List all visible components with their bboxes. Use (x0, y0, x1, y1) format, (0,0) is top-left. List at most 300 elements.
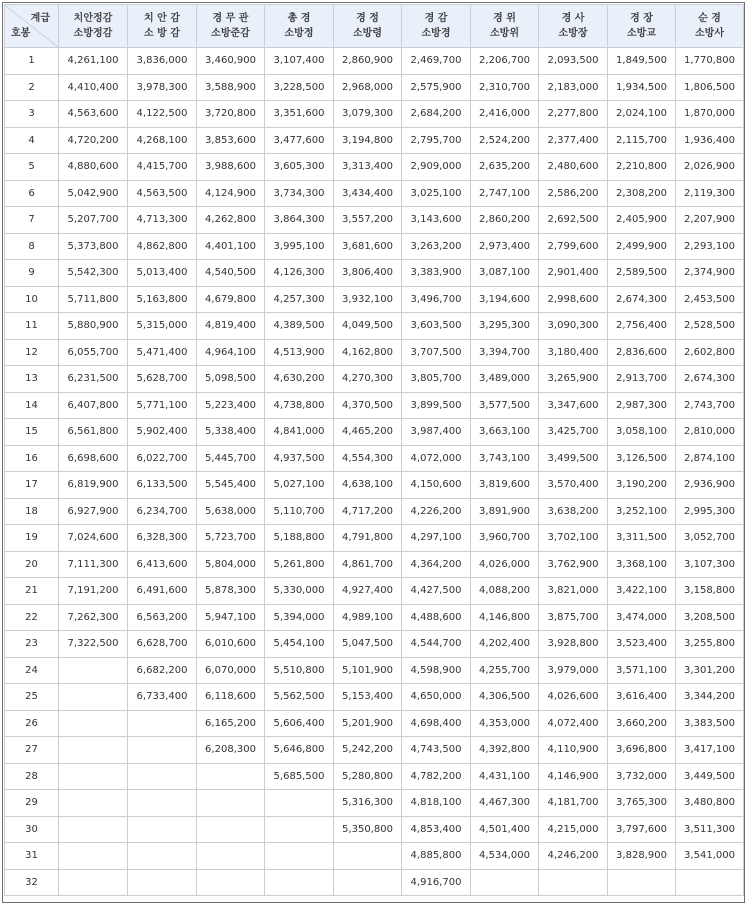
salary-cell: 5,804,000 (197, 551, 265, 578)
salary-cell: 5,562,500 (265, 684, 334, 711)
salary-cell: 4,246,200 (539, 843, 608, 870)
salary-cell: 3,480,800 (676, 790, 744, 817)
salary-cell: 2,674,300 (676, 366, 744, 393)
salary-cell: 3,311,500 (608, 525, 676, 552)
salary-cell: 3,828,900 (608, 843, 676, 870)
salary-cell: 3,107,300 (676, 551, 744, 578)
salary-cell: 4,989,100 (334, 604, 402, 631)
salary-cell: 5,013,400 (128, 260, 197, 287)
salary-cell: 3,899,500 (402, 392, 471, 419)
salary-cell: 4,364,200 (402, 551, 471, 578)
salary-cell: 4,598,900 (402, 657, 471, 684)
salary-cell: 4,916,700 (402, 869, 471, 896)
salary-cell: 3,313,400 (334, 154, 402, 181)
salary-cell: 4,534,000 (471, 843, 539, 870)
salary-cell: 4,465,200 (334, 419, 402, 446)
salary-cell: 4,679,800 (197, 286, 265, 313)
salary-cell: 2,499,900 (608, 233, 676, 260)
salary-cell: 4,049,500 (334, 313, 402, 340)
salary-cell: 3,265,900 (539, 366, 608, 393)
salary-cell: 2,692,500 (539, 207, 608, 234)
salary-cell: 6,133,500 (128, 472, 197, 499)
salary-cell: 2,293,100 (676, 233, 744, 260)
salary-cell: 3,383,900 (402, 260, 471, 287)
salary-cell: 5,771,100 (128, 392, 197, 419)
salary-cell: 5,330,000 (265, 578, 334, 605)
salary-cell: 4,964,100 (197, 339, 265, 366)
salary-cell: 3,368,100 (608, 551, 676, 578)
salary-cell: 2,589,500 (608, 260, 676, 287)
salary-cell: 4,650,000 (402, 684, 471, 711)
salary-cell (471, 869, 539, 896)
salary-cell: 1,870,000 (676, 101, 744, 128)
salary-cell: 4,513,900 (265, 339, 334, 366)
salary-cell: 3,449,500 (676, 763, 744, 790)
step-number-cell: 9 (5, 260, 59, 287)
salary-cell: 3,301,200 (676, 657, 744, 684)
salary-cell: 7,191,200 (59, 578, 128, 605)
salary-cell: 2,674,300 (608, 286, 676, 313)
salary-cell: 1,770,800 (676, 48, 744, 75)
column-header (197, 5, 265, 48)
salary-cell: 5,315,000 (128, 313, 197, 340)
salary-cell: 2,207,900 (676, 207, 744, 234)
salary-cell: 3,107,400 (265, 48, 334, 75)
salary-cell: 3,853,600 (197, 127, 265, 154)
salary-cell (334, 843, 402, 870)
salary-cell: 3,511,300 (676, 816, 744, 843)
salary-cell: 4,401,100 (197, 233, 265, 260)
salary-cell: 2,860,900 (334, 48, 402, 75)
salary-cell (265, 816, 334, 843)
step-number-cell: 25 (5, 684, 59, 711)
salary-cell: 4,392,800 (471, 737, 539, 764)
table-row (5, 313, 744, 340)
salary-cell: 3,351,600 (265, 101, 334, 128)
salary-cell: 5,242,200 (334, 737, 402, 764)
column-header-rank: 순 경 (698, 13, 721, 24)
salary-cell: 4,262,800 (197, 207, 265, 234)
salary-cell: 4,698,400 (402, 710, 471, 737)
salary-cell (59, 657, 128, 684)
column-header-fire-rank: 소방위 (490, 28, 519, 39)
salary-cell: 4,410,400 (59, 74, 128, 101)
table-row (5, 551, 744, 578)
step-number-cell: 14 (5, 392, 59, 419)
step-number-cell: 10 (5, 286, 59, 313)
salary-cell (59, 763, 128, 790)
corner-cell (5, 5, 59, 48)
table-row (5, 419, 744, 446)
salary-cell: 4,255,700 (471, 657, 539, 684)
salary-cell: 4,720,200 (59, 127, 128, 154)
column-header-rank: 총 경 (287, 13, 311, 24)
salary-cell: 3,194,800 (334, 127, 402, 154)
table-header (5, 5, 744, 48)
salary-cell: 2,810,000 (676, 419, 744, 446)
salary-cell: 3,143,600 (402, 207, 471, 234)
salary-cell: 2,575,900 (402, 74, 471, 101)
step-number-cell: 12 (5, 339, 59, 366)
salary-cell: 5,510,800 (265, 657, 334, 684)
column-header-fire-rank: 소 방 감 (144, 28, 180, 39)
salary-cell: 2,405,900 (608, 207, 676, 234)
table-row (5, 366, 744, 393)
salary-cell (265, 869, 334, 896)
salary-cell (59, 869, 128, 896)
table-row (5, 631, 744, 658)
salary-cell: 3,541,000 (676, 843, 744, 870)
salary-cell: 4,501,400 (471, 816, 539, 843)
salary-cell: 3,734,300 (265, 180, 334, 207)
salary-cell: 6,927,900 (59, 498, 128, 525)
salary-cell: 2,936,900 (676, 472, 744, 499)
salary-cell: 4,791,800 (334, 525, 402, 552)
salary-cell: 5,223,400 (197, 392, 265, 419)
salary-cell: 4,717,200 (334, 498, 402, 525)
salary-cell: 3,928,800 (539, 631, 608, 658)
table-row (5, 869, 744, 896)
salary-cell (59, 790, 128, 817)
salary-cell (676, 869, 744, 896)
step-number-cell: 8 (5, 233, 59, 260)
salary-cell: 6,022,700 (128, 445, 197, 472)
salary-cell: 3,588,900 (197, 74, 265, 101)
salary-cell: 3,474,000 (608, 604, 676, 631)
step-number-cell: 3 (5, 101, 59, 128)
step-number-cell: 5 (5, 154, 59, 181)
salary-cell: 7,111,300 (59, 551, 128, 578)
salary-cell: 3,987,400 (402, 419, 471, 446)
salary-cell: 4,743,500 (402, 737, 471, 764)
salary-cell: 5,163,800 (128, 286, 197, 313)
column-header-fire-rank: 소방경 (421, 28, 451, 39)
column-header-fire-rank: 소방령 (353, 28, 382, 39)
salary-cell: 6,208,300 (197, 737, 265, 764)
table-row (5, 498, 744, 525)
salary-cell: 4,927,400 (334, 578, 402, 605)
salary-cell: 2,836,600 (608, 339, 676, 366)
salary-cell: 3,732,000 (608, 763, 676, 790)
table-row (5, 154, 744, 181)
table-row (5, 816, 744, 843)
salary-cell: 2,743,700 (676, 392, 744, 419)
salary-cell: 5,454,100 (265, 631, 334, 658)
salary-table (4, 4, 744, 896)
salary-cell: 5,098,500 (197, 366, 265, 393)
salary-cell: 3,523,400 (608, 631, 676, 658)
salary-cell: 4,026,600 (539, 684, 608, 711)
step-number-cell: 15 (5, 419, 59, 446)
column-header-rank: 경 감 (424, 13, 448, 24)
salary-cell (128, 869, 197, 896)
salary-cell: 3,995,100 (265, 233, 334, 260)
salary-cell: 2,998,600 (539, 286, 608, 313)
salary-cell: 3,208,500 (676, 604, 744, 631)
salary-cell: 2,374,900 (676, 260, 744, 287)
salary-cell (608, 869, 676, 896)
salary-cell: 3,344,200 (676, 684, 744, 711)
salary-cell: 2,377,400 (539, 127, 608, 154)
step-number-cell: 16 (5, 445, 59, 472)
salary-cell: 3,577,500 (471, 392, 539, 419)
step-number-cell: 31 (5, 843, 59, 870)
salary-cell: 2,119,300 (676, 180, 744, 207)
salary-cell: 2,469,700 (402, 48, 471, 75)
salary-cell: 5,201,900 (334, 710, 402, 737)
column-header-fire-rank: 소방준감 (211, 28, 250, 39)
column-header-fire-rank: 소방교 (627, 28, 656, 39)
salary-cell: 5,188,800 (265, 525, 334, 552)
salary-cell: 3,460,900 (197, 48, 265, 75)
salary-cell: 3,765,300 (608, 790, 676, 817)
salary-cell (128, 816, 197, 843)
salary-cell: 4,818,100 (402, 790, 471, 817)
salary-cell: 4,738,800 (265, 392, 334, 419)
salary-cell: 7,262,300 (59, 604, 128, 631)
salary-cell: 4,638,100 (334, 472, 402, 499)
salary-cell: 4,370,500 (334, 392, 402, 419)
salary-cell: 4,072,400 (539, 710, 608, 737)
salary-cell: 5,646,800 (265, 737, 334, 764)
table-row (5, 763, 744, 790)
table-row (5, 127, 744, 154)
salary-cell: 4,270,300 (334, 366, 402, 393)
salary-cell: 3,805,700 (402, 366, 471, 393)
salary-cell: 5,027,100 (265, 472, 334, 499)
salary-cell: 3,126,500 (608, 445, 676, 472)
salary-cell: 3,663,100 (471, 419, 539, 446)
column-header-rank: 치안정감 (73, 13, 113, 24)
salary-cell: 6,561,800 (59, 419, 128, 446)
table-row (5, 392, 744, 419)
salary-cell: 2,973,400 (471, 233, 539, 260)
step-number-cell: 23 (5, 631, 59, 658)
salary-cell: 4,861,700 (334, 551, 402, 578)
table-row (5, 472, 744, 499)
salary-cell: 3,821,000 (539, 578, 608, 605)
salary-cell: 6,165,200 (197, 710, 265, 737)
salary-cell: 4,072,000 (402, 445, 471, 472)
column-header (608, 5, 676, 48)
step-number-cell: 7 (5, 207, 59, 234)
salary-cell: 5,685,500 (265, 763, 334, 790)
salary-cell: 3,255,800 (676, 631, 744, 658)
table-row (5, 843, 744, 870)
salary-cell: 4,540,500 (197, 260, 265, 287)
step-number-cell: 11 (5, 313, 59, 340)
salary-cell (197, 869, 265, 896)
salary-cell: 3,190,200 (608, 472, 676, 499)
table-row (5, 260, 744, 287)
salary-cell: 4,110,900 (539, 737, 608, 764)
salary-cell: 3,707,500 (402, 339, 471, 366)
salary-cell (539, 869, 608, 896)
salary-cell: 5,711,800 (59, 286, 128, 313)
salary-cell: 3,425,700 (539, 419, 608, 446)
salary-cell: 4,488,600 (402, 604, 471, 631)
salary-cell: 3,394,700 (471, 339, 539, 366)
salary-cell: 3,180,400 (539, 339, 608, 366)
column-header (334, 5, 402, 48)
salary-cell: 4,563,600 (59, 101, 128, 128)
column-header-rank: 치 안 감 (144, 13, 180, 24)
salary-cell: 4,853,400 (402, 816, 471, 843)
column-header-rank: 경 장 (630, 13, 653, 24)
salary-cell: 2,416,000 (471, 101, 539, 128)
step-number-cell: 28 (5, 763, 59, 790)
salary-cell: 3,194,600 (471, 286, 539, 313)
salary-cell: 3,052,700 (676, 525, 744, 552)
salary-cell: 3,891,900 (471, 498, 539, 525)
salary-cell: 6,491,600 (128, 578, 197, 605)
corner-step-label: 호봉 (11, 28, 31, 39)
salary-cell: 4,202,400 (471, 631, 539, 658)
salary-cell (128, 710, 197, 737)
salary-cell: 4,126,300 (265, 260, 334, 287)
salary-cell: 2,913,700 (608, 366, 676, 393)
salary-cell: 2,635,200 (471, 154, 539, 181)
salary-cell: 3,836,000 (128, 48, 197, 75)
salary-cell: 5,394,000 (265, 604, 334, 631)
step-number-cell: 19 (5, 525, 59, 552)
salary-cell: 4,162,800 (334, 339, 402, 366)
salary-cell: 4,880,600 (59, 154, 128, 181)
salary-cell: 3,252,100 (608, 498, 676, 525)
salary-cell: 5,545,400 (197, 472, 265, 499)
salary-cell: 2,210,800 (608, 154, 676, 181)
table-row (5, 286, 744, 313)
salary-cell: 5,153,400 (334, 684, 402, 711)
column-header (676, 5, 744, 48)
salary-cell: 3,383,500 (676, 710, 744, 737)
table-row (5, 74, 744, 101)
step-number-cell: 22 (5, 604, 59, 631)
column-header-rank: 경 위 (493, 13, 516, 24)
salary-cell: 3,025,100 (402, 180, 471, 207)
salary-cell: 3,434,400 (334, 180, 402, 207)
table-row (5, 790, 744, 817)
salary-cell: 2,183,000 (539, 74, 608, 101)
salary-cell: 4,544,700 (402, 631, 471, 658)
step-number-cell: 26 (5, 710, 59, 737)
salary-cell: 3,496,700 (402, 286, 471, 313)
salary-cell: 2,308,200 (608, 180, 676, 207)
salary-cell: 5,628,700 (128, 366, 197, 393)
salary-cell: 4,146,900 (539, 763, 608, 790)
step-number-cell: 32 (5, 869, 59, 896)
salary-cell: 5,207,700 (59, 207, 128, 234)
salary-cell: 3,720,800 (197, 101, 265, 128)
salary-cell: 4,124,900 (197, 180, 265, 207)
salary-cell: 4,088,200 (471, 578, 539, 605)
salary-cell: 3,090,300 (539, 313, 608, 340)
salary-cell: 6,118,600 (197, 684, 265, 711)
table-row (5, 737, 744, 764)
salary-cell (197, 843, 265, 870)
salary-cell: 5,101,900 (334, 657, 402, 684)
salary-cell: 1,849,500 (608, 48, 676, 75)
salary-cell: 2,909,000 (402, 154, 471, 181)
salary-cell: 4,122,500 (128, 101, 197, 128)
table-body (5, 48, 744, 896)
salary-cell: 3,228,500 (265, 74, 334, 101)
table-row (5, 604, 744, 631)
table-row (5, 684, 744, 711)
step-number-cell: 21 (5, 578, 59, 605)
column-header (471, 5, 539, 48)
salary-cell: 2,524,200 (471, 127, 539, 154)
salary-cell: 4,268,100 (128, 127, 197, 154)
salary-cell (265, 843, 334, 870)
salary-cell: 3,696,800 (608, 737, 676, 764)
table-row (5, 445, 744, 472)
salary-cell: 5,316,300 (334, 790, 402, 817)
salary-cell: 4,467,300 (471, 790, 539, 817)
salary-cell: 2,874,100 (676, 445, 744, 472)
salary-cell: 5,878,300 (197, 578, 265, 605)
salary-cell: 2,093,500 (539, 48, 608, 75)
salary-cell: 3,347,600 (539, 392, 608, 419)
step-number-cell: 6 (5, 180, 59, 207)
salary-cell: 6,234,700 (128, 498, 197, 525)
salary-cell: 6,010,600 (197, 631, 265, 658)
salary-cell: 2,860,200 (471, 207, 539, 234)
salary-cell: 1,936,400 (676, 127, 744, 154)
step-number-cell: 2 (5, 74, 59, 101)
salary-cell: 3,702,100 (539, 525, 608, 552)
salary-cell: 3,762,900 (539, 551, 608, 578)
salary-cell: 3,988,600 (197, 154, 265, 181)
salary-cell: 2,026,900 (676, 154, 744, 181)
salary-cell: 5,902,400 (128, 419, 197, 446)
column-header-rank: 경 정 (356, 13, 379, 24)
salary-cell: 4,841,000 (265, 419, 334, 446)
salary-cell: 2,602,800 (676, 339, 744, 366)
salary-cell: 2,995,300 (676, 498, 744, 525)
salary-cell: 3,864,300 (265, 207, 334, 234)
column-header (265, 5, 334, 48)
salary-cell: 3,570,400 (539, 472, 608, 499)
salary-cell: 4,630,200 (265, 366, 334, 393)
salary-cell: 4,885,800 (402, 843, 471, 870)
column-header (128, 5, 197, 48)
salary-cell: 3,087,100 (471, 260, 539, 287)
salary-cell: 5,880,900 (59, 313, 128, 340)
salary-cell: 2,310,700 (471, 74, 539, 101)
table-row (5, 233, 744, 260)
salary-cell: 3,932,100 (334, 286, 402, 313)
table-row (5, 101, 744, 128)
salary-cell: 3,743,100 (471, 445, 539, 472)
table-row (5, 339, 744, 366)
salary-cell: 6,070,000 (197, 657, 265, 684)
salary-cell: 6,231,500 (59, 366, 128, 393)
salary-cell: 4,297,100 (402, 525, 471, 552)
table-row (5, 180, 744, 207)
salary-cell: 3,417,100 (676, 737, 744, 764)
salary-cell: 4,819,400 (197, 313, 265, 340)
column-header-rank: 경 무 관 (212, 13, 249, 24)
salary-cell: 6,698,600 (59, 445, 128, 472)
salary-cell (128, 763, 197, 790)
salary-cell: 2,480,600 (539, 154, 608, 181)
salary-cell: 5,261,800 (265, 551, 334, 578)
salary-cell (334, 869, 402, 896)
salary-cell: 5,280,800 (334, 763, 402, 790)
salary-cell: 3,499,500 (539, 445, 608, 472)
column-header-fire-rank: 소방사 (695, 28, 724, 39)
